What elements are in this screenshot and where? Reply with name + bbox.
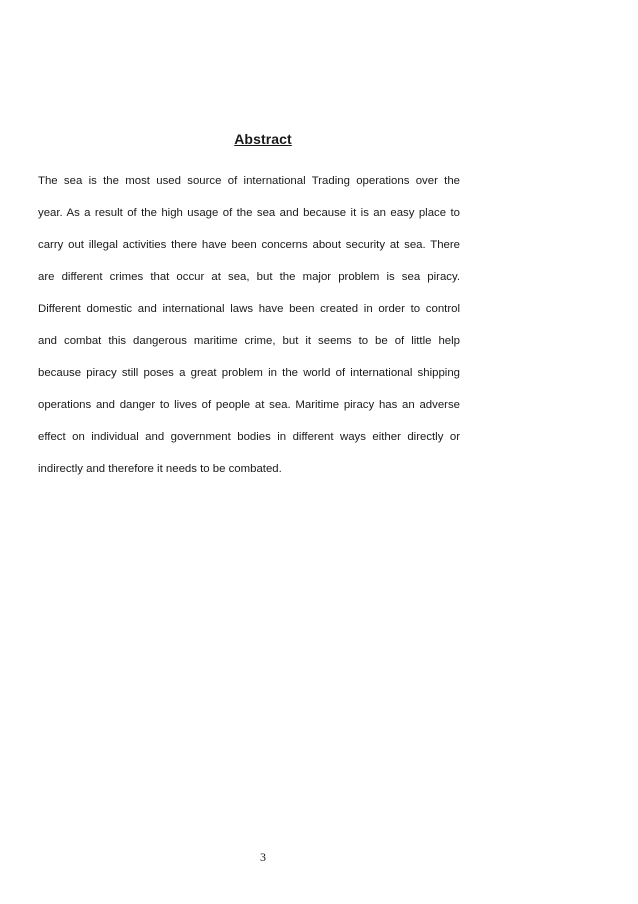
paragraph-line: Different domestic and international laws have been created in order to control bbox=[38, 303, 460, 315]
paragraph-line: The sea is the most used source of international Trading operations over the bbox=[38, 175, 460, 187]
abstract-heading: Abstract bbox=[234, 131, 292, 147]
paragraph-line: operations and danger to lives of people at sea. Maritime piracy has an adverse bbox=[38, 399, 460, 411]
paragraph-line: carry out illegal activities there have been concerns about security at sea. There bbox=[38, 239, 460, 251]
abstract-paragraph bbox=[38, 165, 460, 485]
paragraph-line: indirectly and therefore it needs to be combated. bbox=[38, 463, 282, 475]
paragraph-line: because piracy still poses a great problem in the world of international shipping bbox=[38, 367, 460, 379]
paragraph-line: are different crimes that occur at sea, but the major problem is sea piracy. bbox=[38, 271, 460, 283]
paragraph-line: year. As a result of the high usage of the sea and because it is an easy place to bbox=[38, 207, 460, 219]
paragraph-line: and combat this dangerous maritime crime, but it seems to be of little help bbox=[38, 335, 460, 347]
paragraph-line: effect on individual and government bodies in different ways either directly or bbox=[38, 431, 460, 443]
page-number: 3 bbox=[260, 850, 266, 864]
